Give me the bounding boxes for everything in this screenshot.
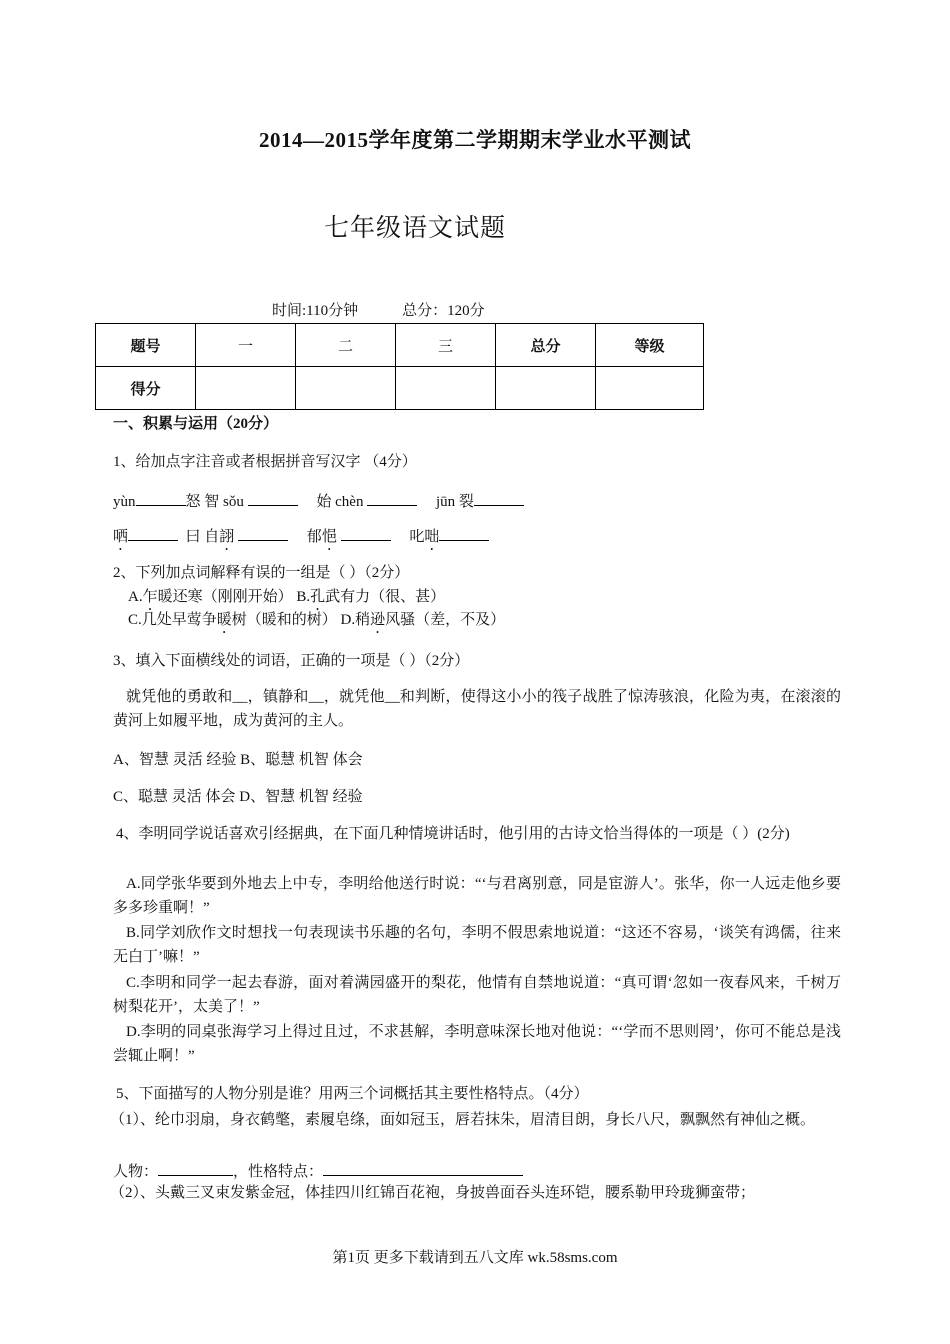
answer-blank bbox=[128, 524, 178, 541]
pinyin: sǒu bbox=[223, 494, 244, 510]
answer-blank bbox=[474, 489, 524, 506]
text: 怒 智 bbox=[185, 494, 220, 510]
question-5-stem: 5、下面描写的人物分别是谁？用两三个词概括其主要性格特点。（4分） bbox=[116, 1086, 589, 1102]
text: 郁 bbox=[306, 529, 322, 545]
score-table-header-row bbox=[96, 324, 704, 367]
text: ，性格特点： bbox=[233, 1164, 324, 1180]
question-3-passage: 就凭他的勇敢和__，镇静和__，就凭他__和判断，使得这小小的筏子战胜了惊涛骇浪，化险为夷，在滚滚的黄河上如履平地，成为黄河的主人。 bbox=[113, 689, 841, 729]
question-4-option-d: D.李明的同桌张海学习上得过且过，不求甚解，李明意味深长地对他说：“‘学而不思则罔’，你可不能总是浅尝辄止啊！” bbox=[113, 1024, 841, 1064]
dotted-char: 逊 bbox=[370, 612, 386, 628]
question-5-answer-line bbox=[113, 1159, 523, 1183]
score-table-score-row bbox=[96, 367, 704, 410]
text: 风骚（差，不及） bbox=[385, 612, 506, 628]
question-4-option-c: C.李明和同学一起去春游，面对着满园盛开的梨花，他情有自禁地说道：“真可谓‘忽如一夜春风来，千树万树梨花开’，太美了！” bbox=[113, 975, 841, 1015]
text: 暖还寒（刚刚开始） B. bbox=[157, 589, 311, 605]
question-3-stem: 3、填入下面横线处的词语，正确的一项是（ ）（2分） bbox=[113, 653, 470, 669]
score-input-cell bbox=[596, 367, 704, 410]
pinyin: yùn bbox=[113, 494, 136, 510]
text: 人物： bbox=[113, 1164, 159, 1180]
page-footer: 第1页 更多下载请到五八文库 wk.58sms.com bbox=[332, 1250, 618, 1266]
dotted-char: 乍 bbox=[142, 589, 158, 605]
dotted-char: 暖 bbox=[216, 612, 232, 628]
exam-subtitle: 七年级语文试题 bbox=[323, 215, 506, 242]
section-heading: 一、积累与运用（20分） bbox=[113, 416, 279, 432]
answer-blank bbox=[341, 524, 391, 541]
text: 曰 自 bbox=[185, 529, 220, 545]
answer-blank bbox=[323, 1159, 523, 1176]
answer-blank bbox=[367, 489, 417, 506]
question-1-row-1 bbox=[113, 489, 524, 513]
text: A. bbox=[128, 589, 143, 605]
exam-time: 时间:110分钟 bbox=[272, 303, 359, 319]
dotted-char: 哂 bbox=[113, 529, 129, 545]
score-cell: 题号 bbox=[96, 324, 196, 367]
answer-blank bbox=[439, 524, 489, 541]
question-4-option-b: B.同学刘欣作文时想找一句表现读书乐趣的名句，李明不假思索地说道：“这还不容易，‘谈笑有鸿儒，往来无白丁’嘛！” bbox=[113, 925, 841, 965]
exam-total: 总分：120分 bbox=[402, 303, 485, 319]
question-5-desc-2: （2）、头戴三叉束发紫金冠，体挂四川红锦百花袍，身披兽面吞头连环铠，腰系勒甲玲珑狮蛮带； bbox=[110, 1185, 756, 1201]
score-cell: 等级 bbox=[596, 324, 704, 367]
question-2-stem: 2、下列加点词解释有误的一组是（ ）（2分） bbox=[113, 565, 410, 581]
score-cell: 总分 bbox=[496, 324, 596, 367]
score-cell: 三 bbox=[396, 324, 496, 367]
dotted-char: 詡 bbox=[219, 529, 235, 545]
answer-blank bbox=[136, 489, 186, 506]
question-1-row-2 bbox=[113, 524, 489, 554]
pinyin: jūn bbox=[435, 494, 456, 510]
question-3-options-cd: C、聪慧 灵活 体会 D、智慧 机智 经验 bbox=[113, 789, 363, 805]
question-4-option-a: A.同学张华要到外地去上中专，李明给他送行时说：“‘与君离别意，同是宦游人’。张华，你一人远走他乡要多多珍重啊！” bbox=[113, 876, 841, 916]
text: C.几处早莺争 bbox=[128, 612, 217, 628]
answer-blank bbox=[238, 524, 288, 541]
dotted-char: 咄 bbox=[424, 529, 440, 545]
question-1-stem: 1、给加点字注音或者根据拼音写汉字 （4分） bbox=[113, 454, 417, 470]
score-table bbox=[95, 323, 704, 410]
question-5-desc-1: （1）、纶巾羽扇，身衣鹤氅，素履皂绦，面如冠玉，唇若抹朱，眉清目朗，身长八尺，飘飘然有神仙之概。 bbox=[110, 1112, 816, 1128]
answer-blank bbox=[158, 1159, 233, 1176]
answer-blank bbox=[248, 489, 298, 506]
dotted-char: 孔 bbox=[310, 589, 326, 605]
dotted-char: 悒 bbox=[321, 529, 337, 545]
text: 叱 bbox=[409, 529, 425, 545]
question-2-options-cd bbox=[128, 609, 505, 637]
text: 裂 bbox=[458, 494, 474, 510]
score-cell: 一 bbox=[196, 324, 296, 367]
score-cell: 得分 bbox=[96, 367, 196, 410]
score-input-cell bbox=[296, 367, 396, 410]
text: 始 bbox=[316, 494, 332, 510]
score-input-cell bbox=[196, 367, 296, 410]
score-cell: 二 bbox=[296, 324, 396, 367]
question-4-stem: 4、李明同学说话喜欢引经据典，在下面几种情境讲话时，他引用的古诗文恰当得体的一项是（ ）(2分) bbox=[116, 826, 790, 842]
score-input-cell bbox=[396, 367, 496, 410]
exam-title: 2014—2015学年度第二学期期末学业水平测试 bbox=[259, 128, 691, 152]
exam-meta bbox=[272, 299, 485, 320]
question-3-options-ab: A、智慧 灵活 经验 B、聪慧 机智 体会 bbox=[113, 752, 363, 768]
pinyin: chèn bbox=[335, 494, 364, 510]
text: 树（暖和的树） D.稍 bbox=[231, 612, 371, 628]
score-input-cell bbox=[496, 367, 596, 410]
text: 武有力（很、甚） bbox=[325, 589, 446, 605]
